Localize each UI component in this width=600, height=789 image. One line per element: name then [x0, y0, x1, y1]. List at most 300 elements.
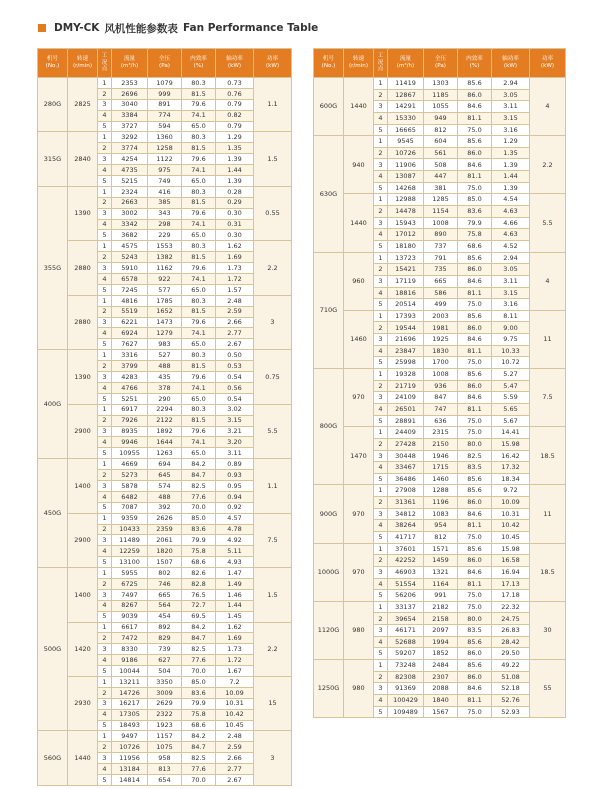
- cell-flow: 10955: [112, 448, 148, 459]
- cell-flow: 9359: [112, 513, 148, 524]
- cell-shaft-power: 2.67: [216, 339, 254, 350]
- cell-efficiency: 79.6: [182, 154, 216, 165]
- title-marker-icon: [38, 24, 46, 32]
- cell-model: 450G: [38, 459, 68, 568]
- cell-efficiency: 75.0: [458, 531, 492, 543]
- cell-speed: 940: [344, 136, 374, 194]
- cell-shaft-power: 1.73: [216, 263, 254, 274]
- cell-efficiency: 86.0: [458, 648, 492, 660]
- cell-pressure: 949: [424, 112, 458, 124]
- cell-flow: 4283: [112, 372, 148, 383]
- cell-pressure: 1285: [424, 194, 458, 206]
- cell-point: 4: [374, 520, 388, 532]
- cell-efficiency: 76.5: [182, 589, 216, 600]
- cell-shaft-power: 3.15: [216, 415, 254, 426]
- cell-point: 2: [374, 322, 388, 334]
- cell-speed: 2880: [68, 241, 98, 295]
- cell-point: 4: [374, 636, 388, 648]
- cell-motor-power: 18.5: [530, 427, 566, 485]
- cell-point: 3: [98, 698, 112, 709]
- cell-efficiency: 80.3: [182, 132, 216, 143]
- cell-point: 4: [374, 287, 388, 299]
- cell-efficiency: 86.0: [458, 671, 492, 683]
- cell-shaft-power: 2.77: [216, 764, 254, 775]
- cell-pressure: 1994: [424, 636, 458, 648]
- cell-speed: 980: [344, 601, 374, 659]
- cell-efficiency: 86.0: [458, 322, 492, 334]
- cell-motor-power: 11: [530, 310, 566, 368]
- table-row: [314, 485, 566, 497]
- cell-speed: 1440: [68, 731, 98, 785]
- cell-flow: 9039: [112, 611, 148, 622]
- cell-point: 5: [98, 284, 112, 295]
- cell-point: 5: [98, 666, 112, 677]
- cell-shaft-power: 0.54: [216, 393, 254, 404]
- cell-pressure: 1553: [148, 241, 182, 252]
- cell-efficiency: 80.3: [182, 186, 216, 197]
- cell-shaft-power: 0.31: [216, 219, 254, 230]
- cell-efficiency: 86.0: [458, 89, 492, 101]
- cell-point: 5: [374, 357, 388, 369]
- cell-efficiency: 77.6: [182, 655, 216, 666]
- cell-point: 1: [98, 404, 112, 415]
- cell-point: 4: [374, 403, 388, 415]
- cell-flow: 31361: [388, 497, 424, 509]
- cell-point: 3: [374, 101, 388, 113]
- cell-efficiency: 74.1: [182, 274, 216, 285]
- cell-point: 1: [374, 427, 388, 439]
- cell-shaft-power: 0.29: [216, 197, 254, 208]
- cell-pressure: 343: [148, 208, 182, 219]
- cell-pressure: 574: [148, 480, 182, 491]
- cell-flow: 46171: [388, 625, 424, 637]
- cell-efficiency: 81.5: [182, 415, 216, 426]
- cell-efficiency: 85.0: [182, 676, 216, 687]
- cell-shaft-power: 1.46: [216, 589, 254, 600]
- cell-efficiency: 86.0: [458, 264, 492, 276]
- cell-efficiency: 80.3: [182, 78, 216, 89]
- cell-pressure: 958: [148, 753, 182, 764]
- cell-pressure: 1008: [424, 217, 458, 229]
- cell-efficiency: 74.1: [182, 219, 216, 230]
- cell-efficiency: 65.0: [182, 284, 216, 295]
- cell-flow: 3774: [112, 143, 148, 154]
- cell-pressure: 802: [148, 568, 182, 579]
- cell-point: 2: [374, 264, 388, 276]
- header-flow: 流量 (m³/h): [388, 49, 424, 78]
- cell-pressure: 1288: [424, 485, 458, 497]
- cell-point: 5: [98, 393, 112, 404]
- cell-point: 3: [374, 450, 388, 462]
- cell-flow: 17119: [388, 275, 424, 287]
- cell-efficiency: 79.9: [458, 217, 492, 229]
- cell-point: 3: [374, 159, 388, 171]
- table-row: [314, 543, 566, 555]
- cell-shaft-power: 52.93: [492, 706, 530, 718]
- cell-flow: 73248: [388, 660, 424, 672]
- cell-shaft-power: 0.79: [216, 121, 254, 132]
- cell-efficiency: 65.0: [182, 393, 216, 404]
- cell-flow: 19328: [388, 369, 424, 381]
- cell-flow: 41717: [388, 531, 424, 543]
- cell-shaft-power: 4.52: [492, 240, 530, 252]
- cell-flow: 30448: [388, 450, 424, 462]
- cell-point: 3: [374, 566, 388, 578]
- cell-shaft-power: 17.18: [492, 590, 530, 602]
- table-row: [38, 513, 292, 524]
- cell-pressure: 385: [148, 197, 182, 208]
- cell-efficiency: 84.6: [458, 275, 492, 287]
- cell-shaft-power: 1.72: [216, 655, 254, 666]
- cell-pressure: 1360: [148, 132, 182, 143]
- cell-efficiency: 86.0: [458, 147, 492, 159]
- cell-flow: 4816: [112, 295, 148, 306]
- cell-point: 1: [374, 78, 388, 90]
- cell-pressure: 645: [148, 470, 182, 481]
- cell-point: 5: [374, 473, 388, 485]
- cell-efficiency: 79.6: [182, 99, 216, 110]
- cell-motor-power: 1.1: [254, 78, 292, 132]
- cell-point: 4: [98, 491, 112, 502]
- cell-shaft-power: 0.73: [216, 78, 254, 89]
- cell-shaft-power: 1.44: [216, 600, 254, 611]
- cell-motor-power: 0.75: [254, 350, 292, 404]
- cell-point: 2: [98, 633, 112, 644]
- cell-point: 2: [374, 438, 388, 450]
- cell-flow: 3292: [112, 132, 148, 143]
- cell-flow: 19544: [388, 322, 424, 334]
- cell-efficiency: 85.6: [458, 252, 492, 264]
- cell-shaft-power: 10.45: [216, 720, 254, 731]
- cell-efficiency: 75.0: [458, 124, 492, 136]
- table-row: [314, 194, 566, 206]
- cell-shaft-power: 2.94: [492, 78, 530, 90]
- cell-point: 1: [98, 568, 112, 579]
- cell-flow: 7087: [112, 502, 148, 513]
- cell-point: 3: [98, 263, 112, 274]
- cell-pressure: 1473: [148, 317, 182, 328]
- cell-point: 4: [374, 171, 388, 183]
- cell-flow: 46903: [388, 566, 424, 578]
- cell-pressure: 1652: [148, 306, 182, 317]
- cell-efficiency: 82.8: [182, 578, 216, 589]
- cell-flow: 3682: [112, 230, 148, 241]
- cell-efficiency: 81.1: [458, 578, 492, 590]
- cell-flow: 21696: [388, 334, 424, 346]
- cell-flow: 11956: [112, 753, 148, 764]
- table-row: [38, 676, 292, 687]
- cell-efficiency: 86.0: [458, 555, 492, 567]
- cell-efficiency: 75.8: [458, 229, 492, 241]
- cell-shaft-power: 3.16: [492, 299, 530, 311]
- cell-flow: 5215: [112, 176, 148, 187]
- cell-point: 3: [98, 426, 112, 437]
- table-row: [38, 622, 292, 633]
- cell-efficiency: 85.6: [458, 636, 492, 648]
- cell-motor-power: 3: [254, 295, 292, 349]
- cell-point: 1: [374, 543, 388, 555]
- cell-efficiency: 84.2: [182, 731, 216, 742]
- cell-point: 3: [374, 625, 388, 637]
- header-shaft-power: 轴功率 (kW): [216, 49, 254, 78]
- cell-shaft-power: 17.32: [492, 462, 530, 474]
- table-row: [38, 186, 292, 197]
- cell-speed: 2880: [68, 295, 98, 349]
- header-point: 工 况 点: [98, 49, 112, 78]
- cell-shaft-power: 1.67: [216, 666, 254, 677]
- cell-efficiency: 75.0: [458, 601, 492, 613]
- cell-flow: 18180: [388, 240, 424, 252]
- cell-flow: 7472: [112, 633, 148, 644]
- cell-efficiency: 74.1: [182, 328, 216, 339]
- cell-pressure: 2158: [424, 613, 458, 625]
- cell-point: 1: [374, 194, 388, 206]
- cell-pressure: 1852: [424, 648, 458, 660]
- cell-shaft-power: 2.48: [216, 295, 254, 306]
- cell-speed: 980: [344, 660, 374, 718]
- cell-efficiency: 81.5: [182, 143, 216, 154]
- cell-flow: 18493: [112, 720, 148, 731]
- header-model: 机号 (No.): [314, 49, 344, 78]
- cell-shaft-power: 1.29: [492, 136, 530, 148]
- cell-point: 5: [98, 230, 112, 241]
- table-row: [38, 241, 292, 252]
- cell-model: 710G: [314, 252, 344, 368]
- cell-point: 1: [98, 513, 112, 524]
- cell-pressure: 381: [424, 182, 458, 194]
- cell-efficiency: 85.6: [458, 660, 492, 672]
- cell-shaft-power: 0.94: [216, 491, 254, 502]
- cell-point: 4: [374, 694, 388, 706]
- cell-pressure: 1700: [424, 357, 458, 369]
- cell-pressure: 1830: [424, 345, 458, 357]
- cell-efficiency: 70.0: [182, 666, 216, 677]
- cell-flow: 14726: [112, 687, 148, 698]
- cell-efficiency: 70.0: [182, 502, 216, 513]
- cell-efficiency: 81.1: [458, 112, 492, 124]
- cell-point: 4: [98, 600, 112, 611]
- cell-model: 500G: [38, 568, 68, 731]
- cell-flow: 15330: [388, 112, 424, 124]
- cell-pressure: 1185: [424, 89, 458, 101]
- cell-model: 280G: [38, 78, 68, 132]
- header-pressure: 全压 (Pa): [148, 49, 182, 78]
- cell-point: 4: [98, 110, 112, 121]
- cell-point: 5: [98, 176, 112, 187]
- cell-pressure: 636: [424, 415, 458, 427]
- cell-point: 4: [98, 165, 112, 176]
- cell-point: 2: [374, 206, 388, 218]
- cell-speed: 1420: [68, 622, 98, 676]
- cell-point: 4: [98, 764, 112, 775]
- header-flow: 流量 (m³/h): [112, 49, 148, 78]
- cell-efficiency: 85.6: [458, 485, 492, 497]
- cell-shaft-power: 0.28: [216, 186, 254, 197]
- cell-flow: 5251: [112, 393, 148, 404]
- cell-flow: 6221: [112, 317, 148, 328]
- header-shaft-power: 轴功率 (kW): [492, 49, 530, 78]
- cell-shaft-power: 16.58: [492, 555, 530, 567]
- cell-shaft-power: 2.67: [216, 775, 254, 786]
- cell-point: 4: [374, 112, 388, 124]
- cell-efficiency: 83.5: [458, 462, 492, 474]
- cell-efficiency: 80.3: [182, 241, 216, 252]
- cell-efficiency: 85.6: [458, 310, 492, 322]
- cell-speed: 970: [344, 369, 374, 427]
- cell-speed: 970: [344, 485, 374, 543]
- cell-flow: 9186: [112, 655, 148, 666]
- cell-pressure: 2307: [424, 671, 458, 683]
- cell-shaft-power: 4.63: [492, 229, 530, 241]
- cell-efficiency: 81.5: [182, 306, 216, 317]
- cell-model: 900G: [314, 485, 344, 543]
- cell-model: 400G: [38, 350, 68, 459]
- cell-point: 5: [374, 124, 388, 136]
- cell-pressure: 1567: [424, 706, 458, 718]
- cell-pressure: 1055: [424, 101, 458, 113]
- cell-pressure: 1925: [424, 334, 458, 346]
- cell-shaft-power: 2.48: [216, 731, 254, 742]
- cell-point: 1: [98, 132, 112, 143]
- cell-efficiency: 81.5: [182, 361, 216, 372]
- cell-efficiency: 80.0: [458, 438, 492, 450]
- cell-flow: 6617: [112, 622, 148, 633]
- cell-flow: 4766: [112, 382, 148, 393]
- cell-efficiency: 80.0: [458, 613, 492, 625]
- cell-flow: 42252: [388, 555, 424, 567]
- cell-efficiency: 74.1: [182, 437, 216, 448]
- cell-shaft-power: 1.49: [216, 578, 254, 589]
- cell-point: 3: [98, 644, 112, 655]
- cell-flow: 10433: [112, 524, 148, 535]
- cell-point: 2: [374, 89, 388, 101]
- cell-pressure: 735: [424, 264, 458, 276]
- cell-pressure: 936: [424, 380, 458, 392]
- cell-pressure: 1571: [424, 543, 458, 555]
- cell-point: 5: [374, 182, 388, 194]
- cell-point: 5: [98, 502, 112, 513]
- cell-point: 5: [98, 720, 112, 731]
- cell-point: 2: [98, 306, 112, 317]
- cell-efficiency: 83.6: [458, 206, 492, 218]
- cell-shaft-power: 15.98: [492, 438, 530, 450]
- cell-flow: 4669: [112, 459, 148, 470]
- cell-point: 5: [374, 706, 388, 718]
- cell-point: 1: [98, 459, 112, 470]
- table-row: [38, 295, 292, 306]
- cell-model: 600G: [314, 78, 344, 136]
- cell-pressure: 791: [424, 252, 458, 264]
- cell-flow: 24109: [388, 392, 424, 404]
- cell-pressure: 829: [148, 633, 182, 644]
- cell-speed: 1400: [68, 568, 98, 622]
- cell-pressure: 774: [148, 110, 182, 121]
- cell-flow: 52688: [388, 636, 424, 648]
- cell-flow: 9946: [112, 437, 148, 448]
- cell-pressure: 627: [148, 655, 182, 666]
- cell-efficiency: 83.6: [182, 687, 216, 698]
- cell-motor-power: 5.5: [530, 194, 566, 252]
- cell-flow: 5878: [112, 480, 148, 491]
- cell-pressure: 665: [424, 275, 458, 287]
- cell-point: 3: [98, 99, 112, 110]
- cell-pressure: 1382: [148, 252, 182, 263]
- cell-shaft-power: 1.72: [216, 274, 254, 285]
- cell-point: 3: [98, 535, 112, 546]
- cell-speed: 1440: [344, 194, 374, 252]
- cell-flow: 16217: [112, 698, 148, 709]
- header-point: 工 况 点: [374, 49, 388, 78]
- cell-model: 1000G: [314, 543, 344, 601]
- cell-shaft-power: 10.45: [492, 531, 530, 543]
- cell-efficiency: 70.0: [182, 775, 216, 786]
- cell-model: 315G: [38, 132, 68, 186]
- cell-pressure: 739: [148, 644, 182, 655]
- cell-shaft-power: 1.69: [216, 252, 254, 263]
- cell-pressure: 1157: [148, 731, 182, 742]
- cell-point: 3: [374, 392, 388, 404]
- cell-point: 2: [98, 252, 112, 263]
- cell-shaft-power: 0.92: [216, 502, 254, 513]
- cell-flow: 6725: [112, 578, 148, 589]
- cell-flow: 8935: [112, 426, 148, 437]
- cell-point: 5: [98, 775, 112, 786]
- cell-efficiency: 84.6: [458, 508, 492, 520]
- header-speed: 转速 (r/min): [68, 49, 98, 78]
- header-speed: 转速 (r/min): [344, 49, 374, 78]
- table-row: [314, 310, 566, 322]
- cell-pressure: 561: [424, 147, 458, 159]
- cell-pressure: 454: [148, 611, 182, 622]
- cell-efficiency: 84.2: [182, 622, 216, 633]
- cell-shaft-power: 3.21: [216, 426, 254, 437]
- cell-efficiency: 81.1: [458, 694, 492, 706]
- cell-pressure: 2629: [148, 698, 182, 709]
- cell-pressure: 1196: [424, 497, 458, 509]
- cell-motor-power: 11: [530, 485, 566, 543]
- cell-point: 1: [98, 186, 112, 197]
- cell-pressure: 737: [424, 240, 458, 252]
- cell-point: 5: [98, 611, 112, 622]
- cell-flow: 3002: [112, 208, 148, 219]
- cell-model: 1250G: [314, 660, 344, 718]
- cell-flow: 3040: [112, 99, 148, 110]
- cell-flow: 36486: [388, 473, 424, 485]
- cell-shaft-power: 17.13: [492, 578, 530, 590]
- cell-motor-power: 1.5: [254, 568, 292, 622]
- cell-point: 4: [98, 274, 112, 285]
- cell-shaft-power: 1.62: [216, 622, 254, 633]
- cell-motor-power: 4: [530, 252, 566, 310]
- cell-flow: 3384: [112, 110, 148, 121]
- cell-flow: 82308: [388, 671, 424, 683]
- cell-pressure: 416: [148, 186, 182, 197]
- cell-efficiency: 79.9: [182, 698, 216, 709]
- cell-pressure: 1715: [424, 462, 458, 474]
- cell-shaft-power: 10.42: [216, 709, 254, 720]
- cell-efficiency: 75.0: [458, 706, 492, 718]
- cell-efficiency: 81.5: [182, 88, 216, 99]
- cell-speed: 1390: [68, 350, 98, 404]
- cell-pressure: 922: [148, 274, 182, 285]
- cell-motor-power: 55: [530, 660, 566, 718]
- cell-point: 1: [374, 252, 388, 264]
- cell-flow: 6578: [112, 274, 148, 285]
- cell-shaft-power: 3.02: [216, 404, 254, 415]
- cell-point: 1: [98, 731, 112, 742]
- cell-shaft-power: 4.63: [492, 206, 530, 218]
- cell-efficiency: 79.6: [182, 208, 216, 219]
